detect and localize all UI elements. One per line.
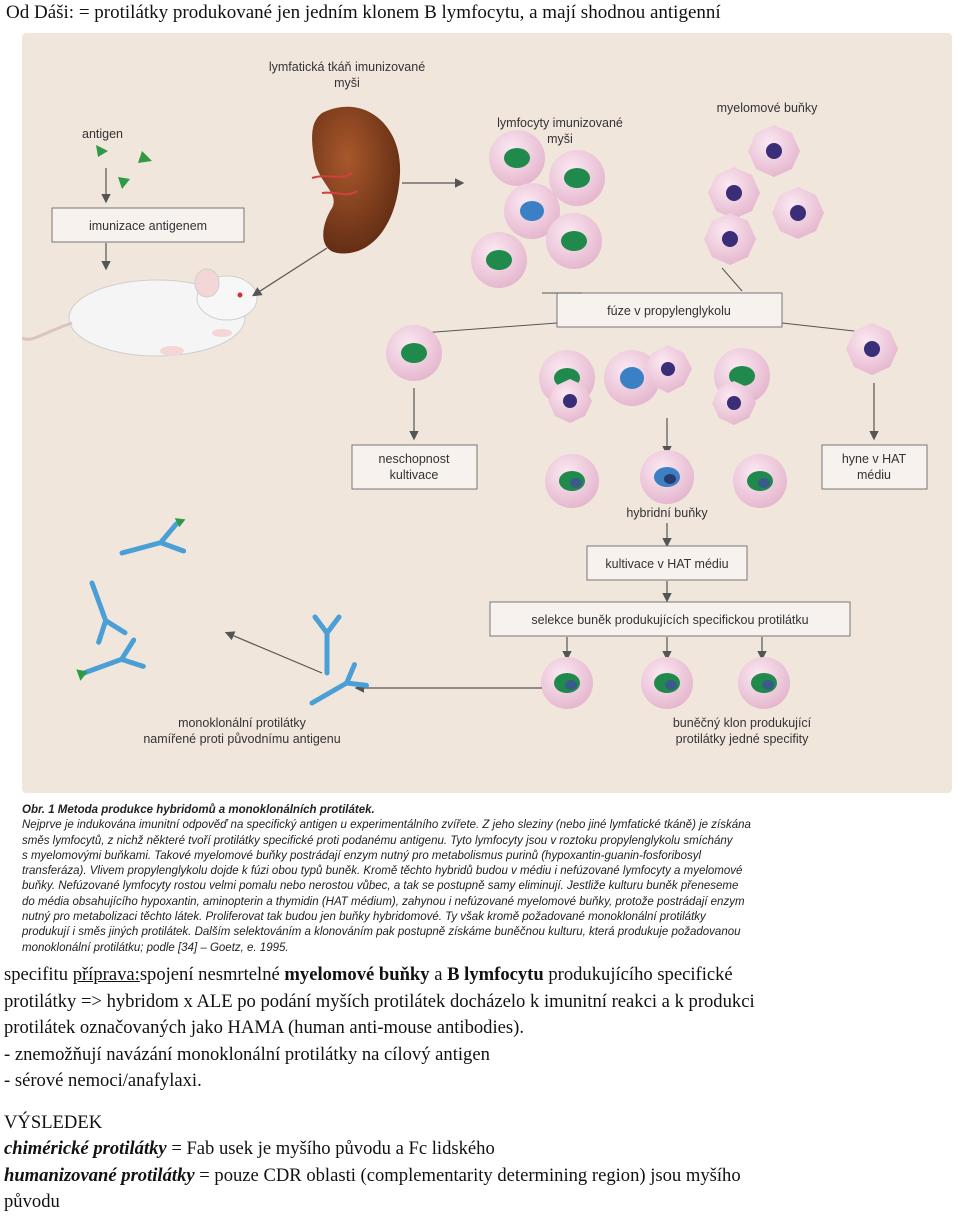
chimeric-line: chimérické protilátky = Fab usek je myšího původu a Fc lidského xyxy=(4,1138,495,1159)
hybrid-label: hybridní buňky xyxy=(626,506,708,520)
myeloma-label: myelomové buňky xyxy=(716,101,818,115)
svg-text:neschopnost: neschopnost xyxy=(378,452,450,466)
caption-line: do média obsahujícího hypoxantin, aminopterin a thymidin (HAT médium), zahynou i nefúzované myelomové buňky, protože postrádají enzym xyxy=(22,895,745,908)
bullet-2: - sérové nemoci/anafylaxi. xyxy=(4,1070,202,1091)
humanized-line: humanizované protilátky = pouze CDR oblasti (complementarity determining region) jsou myšího xyxy=(4,1164,741,1186)
caption-line: produkují i směs jiných protilátek. Dalším selektováním a klonováním pak postupně získáme buněčnou kulturu, která produkuje požadovanou xyxy=(22,926,741,939)
hybridoma-figure xyxy=(22,33,952,793)
caption-line: nutný pro metabolizaci těchto látek. Proliferovat tak budou jen buňky hybridomové. Ty však kromě požadované monoklonální protilátky xyxy=(22,911,706,924)
antibody-icons xyxy=(74,516,367,714)
caption-line: monoklonální protilátku; podle [34] – Goetz, e. 1995. xyxy=(22,941,289,954)
lymphocytes-label-2: myši xyxy=(547,132,573,146)
fusion-box xyxy=(557,293,782,327)
mab-label: monoklonální protilátky xyxy=(178,716,306,730)
spleen-image xyxy=(312,107,400,254)
hybrid-cells xyxy=(545,450,787,508)
mab-label-2: namířené proti původnímu antigenu xyxy=(143,732,341,746)
immunization-box xyxy=(52,208,244,242)
lymphocytes-label: lymfocyty imunizované xyxy=(497,116,623,130)
hybridoma-diagram xyxy=(22,33,952,793)
body-text xyxy=(4,962,956,1216)
svg-text:médiu: médiu xyxy=(856,468,892,482)
figure-caption xyxy=(22,803,950,956)
svg-text:kultivace v HAT médiu: kultivace v HAT médiu xyxy=(605,557,729,571)
fused-cells xyxy=(386,323,898,425)
svg-text:kultivace: kultivace xyxy=(389,468,439,482)
svg-text:imunizace antigenem: imunizace antigenem xyxy=(88,219,208,233)
paragraph-2: protilátky => hybridom x ALE po podání myších protilátek docházelo k imunitní reakci a k produkci xyxy=(4,990,755,1012)
antigen-label: antigen xyxy=(82,127,124,141)
myeloma-cells xyxy=(704,125,824,265)
priprava-link[interactable]: příprava: xyxy=(72,964,140,985)
lymph-tissue-label: lymfatická tkáň imunizované xyxy=(268,60,426,74)
clone-label: buněčný klon produkující xyxy=(672,716,812,730)
dies-hat-box xyxy=(822,445,927,489)
bullet-1: - znemožňují navázání monoklonální protilátky na cílový antigen xyxy=(4,1043,490,1065)
antigen-icon xyxy=(96,145,152,189)
no-cultivation-box xyxy=(352,445,477,489)
caption-line: buňky. Nefúzované lymfocyty rostou velmi pomalu nebo nerostou vůbec, a tak se postupně samy eliminují. Jestliže kulturu buněk přeneseme xyxy=(22,880,739,893)
result-title: VÝSLEDEK xyxy=(4,1111,103,1133)
caption-line: transferáza). Vlivem propylenglykolu dojde k fúzi obou typů buněk. Kromě těchto hybridů budou v médiu i nefúzované lymfocyty a myelomové xyxy=(22,865,743,878)
lymph-tissue-label-2: myši xyxy=(334,76,360,90)
clone-cells xyxy=(541,657,790,709)
paragraph-3: protilátek označovaných jako HAMA (human anti-mouse antibodies). xyxy=(4,1017,524,1038)
svg-text:fúze v propylenglykolu: fúze v propylenglykolu xyxy=(607,304,731,318)
caption-line: s myelomovými buňkami. Takové myelomové buňky postrádají enzym nutný pro metabolismus purinů (hypoxantin-guanin-fosforibosyl xyxy=(22,849,702,862)
header-text: Od Dáši: = protilátky produkované jen jedním klonem B lymfocytu, a mají shodnou antigenní xyxy=(6,2,721,23)
selection-box xyxy=(490,602,850,636)
clone-label-2: protilátky jedné specifity xyxy=(675,732,809,746)
paragraph-1: specifitu příprava:spojení nesmrtelné myelomové buňky a B lymfocytu produkujícího specifické xyxy=(4,964,733,985)
caption-line: směs lymfocytů, z nichž některé tvoří protilátky specifické proti podanému antigenu. Tyto lymfocyty jsou v roztoku propylenglykolu smíchány xyxy=(22,834,733,847)
svg-text:hyne v HAT: hyne v HAT xyxy=(841,452,907,466)
lymphocyte-cells xyxy=(471,130,605,288)
humanized-line-cont: původu xyxy=(4,1191,60,1212)
caption-title: Obr. 1 Metoda produkce hybridomů a monoklonálních protilátek. xyxy=(22,804,375,816)
svg-text:selekce buněk produkujících sp: selekce buněk produkujících specifickou protilátku xyxy=(531,613,809,627)
mouse-image xyxy=(22,269,257,356)
caption-line: Nejprve je indukována imunitní odpověď na specifický antigen u experimentálního zvířete. Z jeho sleziny (nebo jiné lymfatické tkáně) je získána xyxy=(22,819,751,832)
cultivation-hat-box xyxy=(587,546,747,580)
